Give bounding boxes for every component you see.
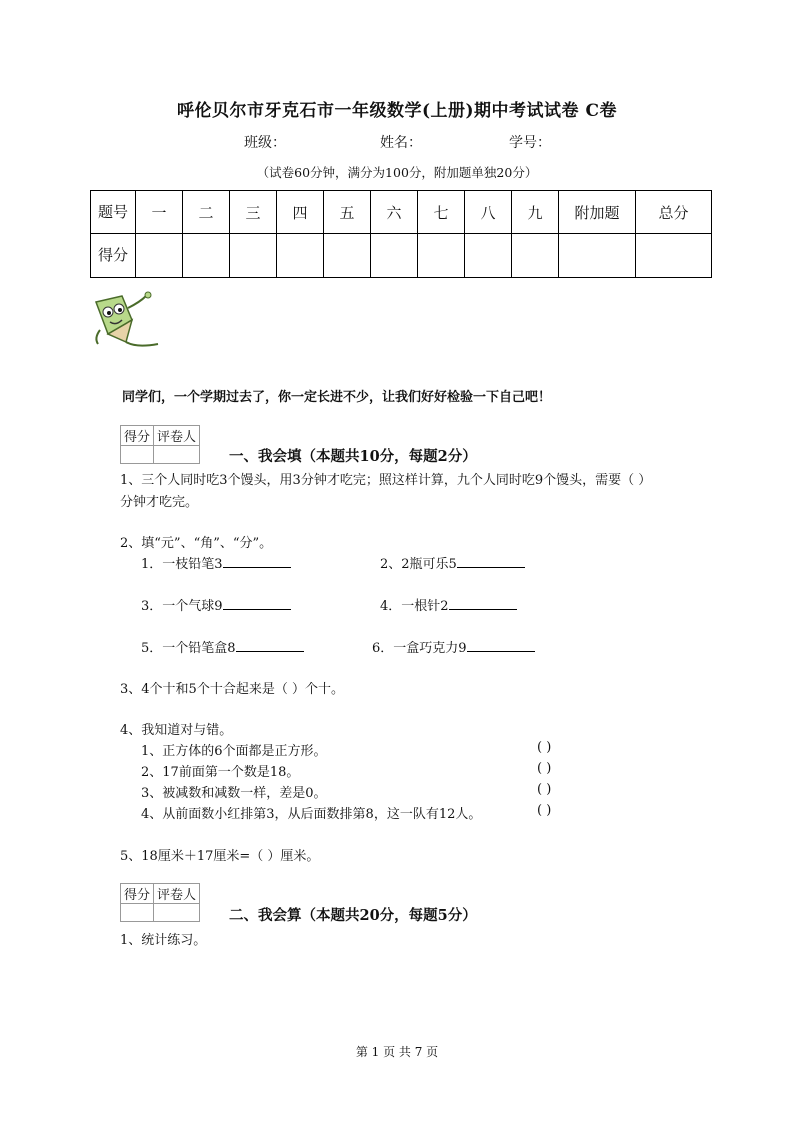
fill-item-text: 4．一根针2 — [380, 599, 449, 614]
fill-item — [380, 553, 525, 572]
score-cell[interactable] — [512, 234, 559, 278]
question-3: 3、4个十和5个十合起来是（ ）个十。 — [120, 682, 344, 697]
fill-item-text: 3．一个气球9 — [141, 599, 223, 614]
fill-item-text: 5．一个铅笔盒8 — [141, 641, 236, 656]
score-table — [90, 190, 712, 278]
judge-paren[interactable]: ( ) — [537, 803, 552, 818]
class-label: 班级： — [244, 135, 286, 151]
fill-item — [141, 595, 291, 614]
grader-name-label: 评卷人 — [154, 884, 200, 904]
grader-score-cell[interactable] — [121, 446, 154, 464]
answer-blank[interactable] — [467, 639, 535, 652]
score-cell[interactable] — [324, 234, 371, 278]
question-2: 2、填“元”、“角”、“分”。 — [120, 536, 273, 551]
grader-score-label: 得分 — [121, 426, 154, 446]
score-cell[interactable] — [183, 234, 230, 278]
score-cell[interactable] — [465, 234, 512, 278]
col-header: 总分 — [636, 191, 712, 234]
grader-name-label: 评卷人 — [154, 426, 200, 446]
col-header: 五 — [324, 191, 371, 234]
intro-text: 同学们，一个学期过去了，你一定长进不少，让我们好好检验一下自己吧！ — [122, 390, 552, 405]
question-4: 4、我知道对与错。 — [120, 723, 233, 738]
col-header: 八 — [465, 191, 512, 234]
judge-item: 2、17前面第一个数是18。 — [141, 765, 300, 780]
col-header: 九 — [512, 191, 559, 234]
score-cell[interactable] — [371, 234, 418, 278]
answer-blank[interactable] — [457, 555, 525, 568]
answer-blank[interactable] — [236, 639, 304, 652]
score-cell[interactable] — [559, 234, 636, 278]
col-header: 三 — [230, 191, 277, 234]
grader-name-cell[interactable] — [154, 446, 200, 464]
score-cell[interactable] — [277, 234, 324, 278]
row-label-score: 得分 — [91, 234, 136, 278]
judge-paren[interactable]: ( ) — [537, 761, 552, 776]
student-number-label: 学号： — [509, 135, 551, 151]
name-label: 姓名： — [380, 135, 422, 151]
section-2-question-1: 1、统计练习。 — [120, 933, 207, 948]
grader-name-cell[interactable] — [154, 904, 200, 922]
fill-item — [141, 553, 291, 572]
judge-item: 3、被减数和减数一样，差是0。 — [141, 786, 327, 801]
fill-item-text: 6．一盒巧克力9 — [372, 641, 467, 656]
score-cell[interactable] — [636, 234, 712, 278]
page-footer: 第 1 页 共 7 页 — [355, 1045, 439, 1059]
question-1-line-1: 1、三个人同时吃3个馒头，用3分钟才吃完；照这样计算，九个人同时吃9个馒头，需要（ ） — [120, 473, 652, 488]
page-title: 呼伦贝尔市牙克石市一年级数学(上册)期中考试试卷 C卷 — [176, 101, 618, 121]
fill-item — [372, 637, 535, 656]
col-header: 附加题 — [559, 191, 636, 234]
judge-item: 4、从前面数小红排第3，从后面数排第8，这一队有12人。 — [141, 807, 482, 822]
section-2-title: 二、我会算（本题共20分，每题5分） — [229, 907, 477, 924]
pencil-mascot-icon — [88, 290, 163, 352]
grader-score-cell[interactable] — [121, 904, 154, 922]
row-label-question-number: 题号 — [91, 191, 136, 234]
col-header: 四 — [277, 191, 324, 234]
score-cell[interactable] — [418, 234, 465, 278]
section-1-title: 一、我会填（本题共10分，每题2分） — [229, 448, 477, 465]
col-header: 七 — [418, 191, 465, 234]
judge-paren[interactable]: ( ) — [537, 740, 552, 755]
grader-score-label: 得分 — [121, 884, 154, 904]
exam-note: （试卷60分钟，满分为100分，附加题单独20分） — [256, 165, 538, 180]
col-header: 二 — [183, 191, 230, 234]
judge-item: 1、正方体的6个面都是正方形。 — [141, 744, 327, 759]
answer-blank[interactable] — [449, 597, 517, 610]
score-cell[interactable] — [136, 234, 183, 278]
fill-item — [141, 637, 304, 656]
judge-paren[interactable]: ( ) — [537, 782, 552, 797]
col-header: 六 — [371, 191, 418, 234]
answer-blank[interactable] — [223, 555, 291, 568]
answer-blank[interactable] — [223, 597, 291, 610]
col-header: 一 — [136, 191, 183, 234]
fill-item — [380, 595, 517, 614]
grader-box-1 — [120, 425, 200, 464]
question-1-line-2: 分钟才吃完。 — [120, 495, 199, 510]
score-cell[interactable] — [230, 234, 277, 278]
question-5: 5、18厘米＋17厘米=（ ）厘米。 — [120, 849, 320, 864]
fill-item-text: 1．一枝铅笔3 — [141, 557, 223, 572]
grader-box-2 — [120, 883, 200, 922]
fill-item-text: 2、2瓶可乐5 — [380, 557, 457, 572]
